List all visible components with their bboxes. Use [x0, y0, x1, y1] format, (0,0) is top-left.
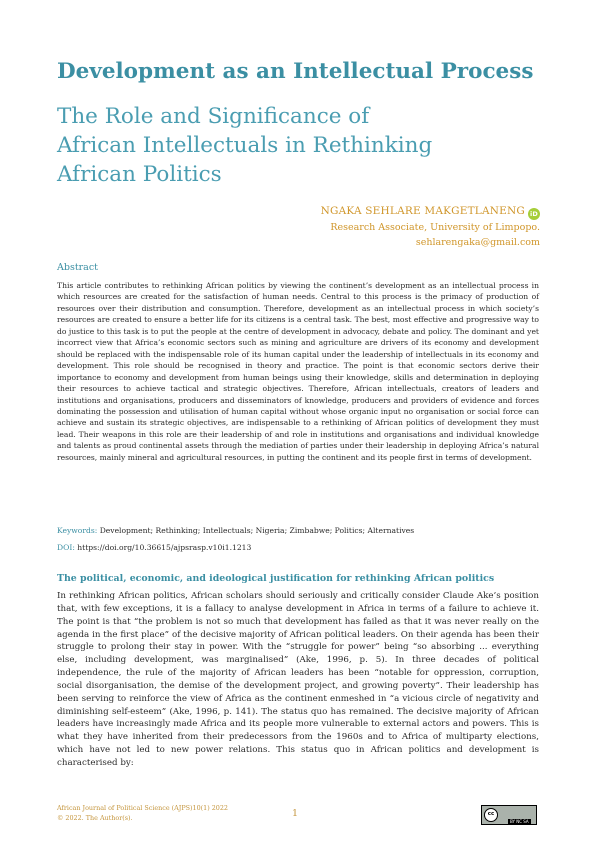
author-line — [321, 204, 540, 220]
keywords — [57, 525, 539, 537]
license-tags: BY NC SA — [510, 819, 529, 824]
abstract-heading: Abstract — [57, 262, 98, 273]
body-section-heading: The political, economic, and ideological justification for rethinking African politics — [57, 573, 495, 584]
keywords-value: Development; Rethinking; Intellectuals; Nigeria; Zimbabwe; Politics; Alternatives — [97, 526, 415, 535]
body-paragraph: In rethinking African politics, African scholars should seriously and critically consider Claude Ake’s position that, with few exceptions, it is a fallacy to analyse development in Africa in terms of a failure to achieve it. The point is that “the problem is not so much that development has failed as that it was never really on the agenda in the first place” of the decisive majority of African political leaders. On their agenda has been their struggle to prolong their stay in power. With the “struggle for power” being “so absorbing ... everything else, including development, was marginalised” (Ake, 1996, p. 5). In three decades of political independence, the rule of the majority of African leaders has been “notable for oppression, corruption, social disorganisation, the demise of the development project, and growing poverty”. Their leadership has been serving to reinforce the view of Africa as the continent enmeshed in “a vicious circle of negativity and diminishing self-esteem” (Ake, 1996, p. 141). The status quo has remained. The decisive majority of African leaders have increasingly made Africa and its people more vulnerable to external actors and powers. This is what they have inherited from their predecessors from the 1960s and to Africa of multiparty elections, which have not led to new power relations. This status quo in African politics and development is characterised by: — [57, 591, 539, 768]
article-title-line-3: African Politics — [57, 162, 222, 187]
doi — [57, 542, 539, 554]
author-affiliation: Research Associate, University of Limpopo. — [330, 222, 540, 233]
author-name: NGAKA SEHLARE MAKGETLANENG — [320, 205, 525, 217]
author-email[interactable]: sehlarengaka@gmail.com — [415, 237, 540, 248]
abstract-text: This article contributes to rethinking African politics by viewing the continent’s development as an intellectual process in which resources are created for the satisfaction of human needs. Central to this process is the primacy of production of resources over their distribution and consumption. Therefore, development as an intellectual process in which society’s resources are created to ensure a better life for its citizens is a central task. The best, most effective and progressive way to do justice to this task is to put the people at the centre of development in advocacy, debate and policy. The dominant and yet incorrect view that Africa’s economic sectors such as mining and agriculture are drivers of its economy and development should be replaced with the indispensable role of its human capital under the leadership of intellectuals in its economy and development. This role should be recognised in theory and practice. The point is that economic sectors derive their importance to economy and development from human beings using their knowledge, skills and determination in deploying their resources to achieve tactical and strategic objectives. Therefore, African intellectuals, creators of leaders and institutions and organisations, producers and disseminators of knowledge, producers and providers of evidence and forces dominating the possession and utilisation of human capital without whose organic input no organisation or social force can achieve and sustain its strategic objectives, are indispensable to a rethinking of African politics of development they must lead. Their weapons in this role are their leadership of and role in institutions and organisations and individual knowledge and talents as proud continental assets through the mediation of parties under their leadership in deploying Africa’s natural resources, mainly mineral and agricultural resources, in putting the continent and its people first in terms of development. — [57, 281, 539, 462]
footer-journal-info — [57, 803, 228, 823]
author-block — [321, 204, 540, 250]
keywords-label: Keywords: — [57, 526, 98, 535]
footer-journal: African Journal of Political Science (AJPS)10(1) 2022 — [57, 804, 228, 812]
section-title: Development as an Intellectual Process — [57, 59, 534, 84]
cc-by-nc-sa-icon[interactable] — [481, 805, 537, 825]
cc-logo-icon: cc — [484, 808, 498, 822]
footer-copyright: © 2022. The Author(s). — [57, 814, 133, 822]
doi-link[interactable]: https://doi.org/10.36615/ajpsrasp.v10i1.1213 — [74, 543, 252, 552]
orcid-icon[interactable]: iD — [529, 210, 539, 218]
doi-label: DOI: — [57, 543, 75, 552]
article-title — [57, 102, 547, 189]
article-title-line-1: The Role and Significance of — [57, 104, 370, 129]
article-title-line-2: African Intellectuals in Rethinking — [57, 133, 433, 158]
page-number: 1 — [292, 808, 299, 819]
